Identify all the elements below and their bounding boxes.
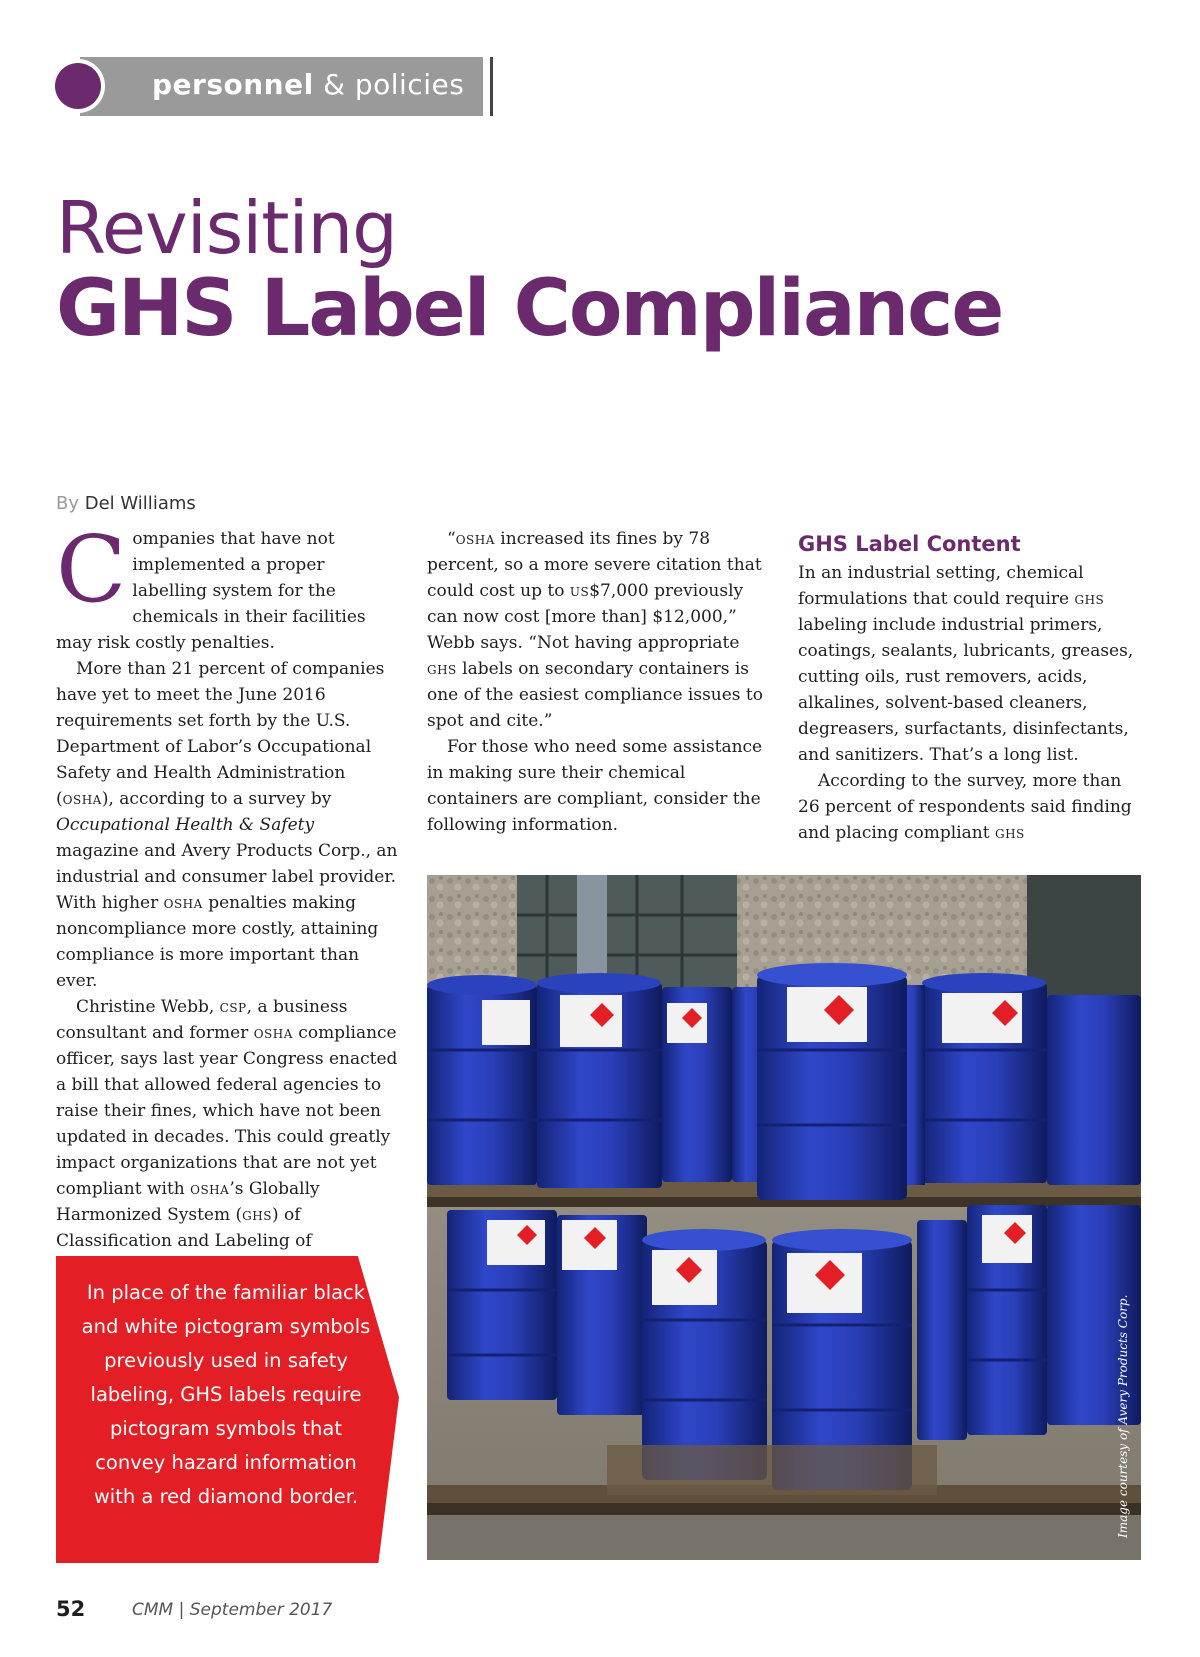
paragraph: For those who need some assistance in making sure their chemical containers are compliant, consider the following information.	[427, 737, 763, 835]
text: According to the survey, more than 26 percent of respondents said finding and placing compliant	[798, 771, 1132, 843]
paragraph	[427, 526, 767, 734]
paragraph	[56, 656, 401, 994]
text: In an industrial setting, chemical formulations that could require	[798, 563, 1084, 609]
text: More than 21 percent of companies have yet to meet the June 2016 requirements set forth by the U.S. Department of Labor’s Occupational Safety and Health Administration (	[56, 659, 385, 809]
section-label-rest: & policies	[313, 68, 465, 101]
magazine-name: Occupational Health & Safety	[56, 815, 315, 835]
text: labels on secondary containers is one of the easiest compliance issues to spot and cite.”	[427, 659, 763, 731]
article-column-2	[427, 526, 767, 838]
text: csp	[219, 997, 247, 1017]
article-column-3	[798, 530, 1138, 846]
text: ghs	[1074, 589, 1105, 609]
publication-info: CMM | September 2017	[132, 1600, 333, 1620]
article-title-line1: Revisiting	[56, 186, 397, 270]
text: “	[447, 529, 456, 549]
text: penalties making noncompliance more costly, attaining compliance is more important than ever.	[56, 893, 379, 991]
text: ghs	[242, 1205, 272, 1225]
text: increased its fines by 78 percent, so a more severe citation that could cost up to	[427, 529, 762, 601]
text: osha	[163, 893, 203, 913]
photo-credit: Image courtesy of Avery Products Corp.	[1116, 1294, 1130, 1538]
text: osha	[455, 529, 495, 549]
chemical-drums-photo	[427, 875, 1141, 1560]
text: ) of Classification and Labeling of	[56, 1205, 312, 1251]
article-title-line2: GHS Label Compliance	[56, 264, 1003, 354]
drop-cap: C	[56, 516, 127, 623]
text: ’s Globally Harmonized System (	[56, 1179, 320, 1225]
article-column-1	[56, 516, 401, 1280]
text: compliance officer, says last year Congress enacted a bill that allowed federal agencies to raise their fines, which have not been updated in decades. This could greatly impact organizations that are not yet compliant with	[56, 1023, 398, 1199]
text: labeling include industrial primers, coatings, sealants, lubricants, greases, cutting oils, rust removers, acids, alkalines, solvent-based cleaners, degreasers, surfactants, disinfectants, and sanitizers. That’s a long list.	[798, 615, 1134, 765]
section-label	[152, 68, 464, 101]
paragraph-text: ompanies that have not implemented a proper labelling system for the chemicals in their facilities may risk costly penalties.	[56, 529, 366, 653]
text: $7,000 previously can now cost [more than] $12,000,” Webb says. “Not having appropriate	[427, 581, 744, 653]
byline-by: By	[56, 493, 80, 514]
byline-author: Del Williams	[84, 493, 196, 514]
text: ghs	[427, 659, 457, 679]
paragraph	[798, 768, 1138, 846]
text: us	[569, 581, 590, 601]
section-label-bold: personnel	[152, 68, 314, 101]
pull-quote-text: In place of the familiar black and white pictogram symbols previously used in safety labeling, GHS labels require pictogram symbols that convey hazard information with a red diamond border.	[81, 1281, 371, 1508]
paragraph	[56, 994, 401, 1280]
text: , a business consultant and former	[56, 997, 348, 1043]
text: osha	[253, 1023, 293, 1043]
section-bullet	[55, 63, 101, 109]
byline	[56, 493, 196, 514]
subheading: GHS Label Content	[798, 532, 1021, 556]
paragraph	[798, 560, 1138, 768]
text: osha	[190, 1179, 230, 1199]
paragraph	[56, 516, 401, 656]
page-number: 52	[56, 1597, 86, 1621]
text: Christine Webb,	[76, 997, 220, 1017]
text: ), according to a survey by	[101, 789, 332, 809]
drums-illustration	[427, 875, 1141, 1560]
text: osha	[62, 789, 102, 809]
text: magazine and Avery Products Corp., an industrial and consumer label provider. With higher	[56, 841, 398, 913]
text: ghs	[994, 823, 1025, 843]
section-header-divider	[490, 57, 493, 116]
